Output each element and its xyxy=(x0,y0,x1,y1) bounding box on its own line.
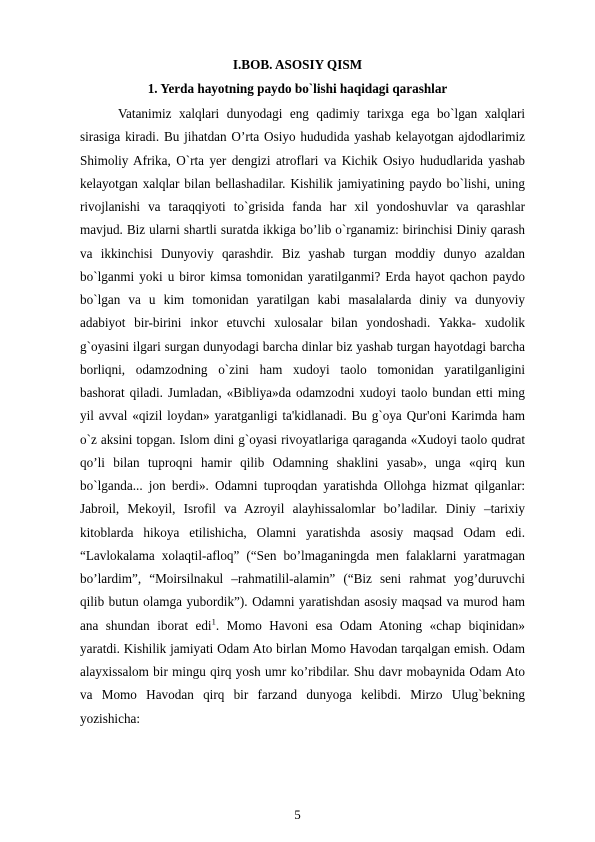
body-line-with-footnote xyxy=(80,614,525,637)
body-line: alayxissalom bir mingu qirq yosh umr ko’ribdilar. Shu davr mobaynida Odam Ato xyxy=(80,664,525,679)
body-line: borliqni, odamzodning o`zini ham xudoyi taolo tomonidan yaratilganligini xyxy=(80,361,525,377)
page-number: 5 xyxy=(294,807,301,822)
section-heading: 1. Yerda hayotning paydo bo`lishi haqidagi qarashlar xyxy=(147,81,448,96)
footnote-marker[interactable]: 1 xyxy=(211,616,216,627)
body-line: yozishicha: xyxy=(80,710,141,726)
body-line: bo`lganda... jon berdi». Odamni tuproqdan yaratishda Ollohga hizmat qilganlar: xyxy=(80,478,525,493)
body-line: bo`lganmi yoki u biror kimsa tomonidan yaratilganmi? Erda hayot qachon paydo xyxy=(80,268,525,284)
body-line-end: . Momo Havoni esa Odam Atoning «chap biqinidan» xyxy=(215,617,525,633)
body-line: Shimoliy Afrika, O`rta yer dengizi atroflari va Kichik Osiyo hududlarida yashab xyxy=(80,152,525,168)
body-line: bo`lgan va u kim tomonidan yaratilgan kabi masalalarda diniy va dunyoviy xyxy=(80,292,525,307)
body-line: “Lavlokalama xolaqtil-afloq” (“Sen bo’lmaganingda men falaklarni yaratmagan xyxy=(80,547,525,563)
body-line: qo’li bilan tuproqni hamir qilib Odamning shaklini yasab», unga «qirq kun xyxy=(80,454,525,470)
body-line: va ikkinchisi Dunyoviy qarashdir. Biz yashab turgan moddiy dunyo azaldan xyxy=(80,245,525,261)
body-line: yaratdi. Kishilik jamiyati Odam Ato birlan Momo Havodan tarqalgan emish. Odam xyxy=(80,640,525,656)
body-line: kelayotgan xalqlar bilan bellashadilar. Kishilik jamiyatining paydo bo`lishi, uning xyxy=(80,175,525,191)
body-line: kitoblarda hikoya etilishicha, Olamni yaratishda asosiy maqsad Odam edi. xyxy=(80,524,525,540)
body-line: yil avval «qizil loydan» yaratganligi ta'kidlanadi. Bu g`oya Qur'oni Karimda ham xyxy=(80,408,525,424)
body-line: g`oyasini ilgari surgan dunyodagi barcha dinlar biz yashab turgan hayotdagi barcha xyxy=(80,338,525,354)
chapter-heading: I.BOB. ASOSIY QISM xyxy=(232,57,363,72)
body-line: mavjud. Biz ularni shartli suratda ikkiga bo’lib o`rganamiz: birinchisi Diniy qarash xyxy=(80,222,525,238)
body-line: Vatanimiz xalqlari dunyodagi eng qadimiy tarixga ega bo`lgan xalqlari xyxy=(118,106,525,121)
body-line: sirasiga kiradi. Bu jihatdan O’rta Osiyo hududida yashab kelayotgan ajdodlarimiz xyxy=(80,129,525,145)
body-line: o`z aksini topgan. Islom dini g`oyasi rivoyatlariga qaraganda «Xudoyi taolo qudrat xyxy=(80,431,525,447)
body-line: bo’lardim”, “Moirsilnakul –rahmatilil-alamin” (“Biz seni rahmat yog’duruvchi xyxy=(80,571,525,586)
body-line: Jabroil, Mekoyil, Isrofil va Azroyil alayhissalomlar bo’ladilar. Diniy –tarixiy xyxy=(80,501,525,517)
body-line: qilib butun olamga yubordik”). Odamni yaratishdan asosiy maqsad va murod ham xyxy=(80,594,525,610)
body-line: va Momo Havodan qirq bir farzand dunyoga kelibdi. Mirzo Ulug`bekning xyxy=(80,687,525,703)
body-line-start: ana shundan iborat edi xyxy=(80,617,212,633)
body-text xyxy=(80,102,525,730)
body-line: bashorat qiladi. Jumladan, «Bibliya»da odamzodni xudoyi taolo bundan etti ming xyxy=(80,385,525,400)
body-line: rivojlanishi va taraqqiyoti to`grisida fanda har xil yondoshuvlar va qarashlar xyxy=(80,199,525,214)
body-line: adabiyot bir-birini inkor etuvchi xulosalar bilan yondoshadi. Yakka- xudolik xyxy=(80,315,525,331)
